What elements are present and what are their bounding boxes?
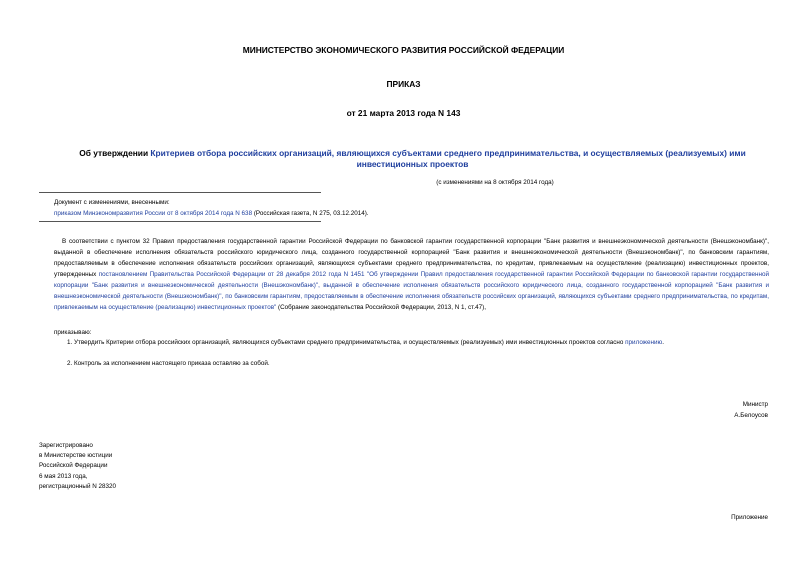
decree-word: приказываю: — [54, 329, 92, 336]
preamble-text: В соответствии с пунктом 32 Правил предоставления государственной гарантии Российской Федерации по банковской гарантии государственной корпорации "Банк развития и внешнеэкономической деятельности (Внешэкономбанк)", выданной в обеспечение исполнения обязательств российского юридического лица, созданного государственной корпорацией "Банк развития и внешнеэкономической деятельности (Внешэкономбанк)", по банковским гарантиям, предоставляемым в обеспечение исполнения обязательств российских организаций, являющихся субъектами среднего предпринимательства, по кредитам, привлекаемым на осуществление (реализацию) инвестиционных проектов, утвержденных — [54, 238, 769, 279]
amendments-bottom-divider — [39, 221, 321, 222]
signatory-position: Министр — [742, 401, 768, 408]
order-item-1-text: 1. Утвердить Критерии отбора российских организаций, являющихся субъектами среднего предпринимательства, и осуществляемых (реализуемых) ими инвестиционных проектов согласно — [67, 339, 626, 346]
appendix-link[interactable]: приложению — [625, 339, 663, 346]
registration-line-3: Российской Федерации — [39, 462, 108, 470]
document-title — [55, 148, 770, 170]
changes-note: (с изменениями на 8 октября 2014 года) — [436, 179, 554, 186]
order-item-1 — [67, 339, 664, 346]
ministry-name: МИНИСТЕРСТВО ЭКОНОМИЧЕСКОГО РАЗВИТИЯ РОССИЙСКОЙ ФЕДЕРАЦИИ — [242, 45, 565, 55]
document-date: от 21 марта 2013 года N 143 — [346, 108, 461, 118]
title-prefix: Об утверждении — [79, 148, 151, 158]
registration-line-1: Зарегистрировано — [39, 442, 93, 449]
order-item-2: 2. Контроль за исполнением настоящего приказа оставляю за собой. — [67, 360, 270, 367]
amendments-intro: Документ с изменениями, внесенными: — [54, 199, 170, 206]
order-item-1-end: . — [662, 339, 664, 346]
amendments-line — [54, 208, 369, 219]
registration-line-5: регистрационный N 28320 — [39, 482, 117, 490]
registration-line-2: в Министерстве юстиции — [39, 452, 113, 460]
registration-line-4: 6 мая 2013 года, — [39, 472, 88, 480]
preamble-source: (Собрание законодательства Российской Федерации, 2013, N 1, ст.47), — [276, 304, 486, 312]
document-type: ПРИКАЗ — [386, 79, 421, 89]
signatory-name: А.Белоусов — [734, 412, 768, 419]
title-criteria-link[interactable]: Критериев отбора российских организаций, являющихся субъектами среднего предпринимательства, и осуществляемых (реализуемых) ими инвестиционных проектов — [150, 148, 746, 169]
registration-block — [39, 441, 116, 492]
appendix-label: Приложение — [731, 514, 768, 521]
amendment-order-link[interactable]: приказом Минэкономразвития России от 8 октября 2014 года N 638 — [54, 210, 253, 217]
amendment-source: (Российская газета, N 275, 03.12.2014). — [252, 210, 369, 217]
preamble-paragraph — [54, 236, 769, 313]
government-decree-link[interactable]: постановлением Правительства Российской Федерации от 28 декабря 2012 года N 1451 "Об утверждении Правил предоставления государственной гарантии Российской Федерации по банковской гарантии государственной корпорации "Банк развития и внешнеэкономической деятельности (Внешэкономбанк)", выданной в обеспечение исполнения обязательств российского юридического лица, созданного государственной корпорацией "Банк развития и внешнеэкономической деятельности (Внешэкономбанк)", по банковским гарантиям, предоставляемым в обеспечение исполнения обязательств российских организаций, являющихся субъектами среднего предпринимательства, по кредитам, привлекаемым на осуществление (реализацию) инвестиционных проектов" — [54, 271, 769, 312]
amendments-top-divider — [39, 192, 321, 193]
